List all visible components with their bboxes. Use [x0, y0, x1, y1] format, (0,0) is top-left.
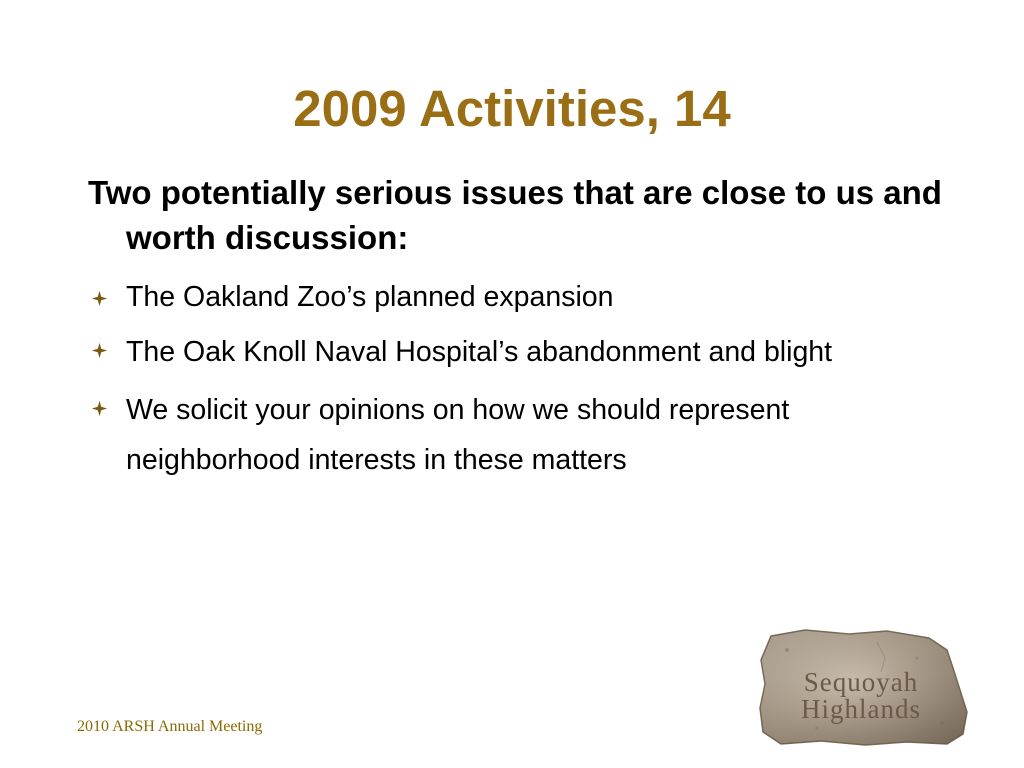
stone-logo-icon	[757, 628, 969, 746]
logo-line-2: Highlands	[801, 694, 921, 724]
intro-text: Two potentially serious issues that are close to us and worth discussion:	[88, 174, 942, 256]
bullet-text: We solicit your opinions on how we should represent neighborhood interests in these matters	[126, 394, 790, 476]
bullet-text: The Oakland Zoo’s planned expansion	[126, 281, 614, 313]
bullet-list	[88, 275, 948, 493]
slide-title: 2009 Activities, 14	[293, 80, 731, 137]
diamond-bullet-icon	[91, 290, 108, 307]
diamond-bullet-icon	[91, 400, 108, 417]
logo-line-1: Sequoyah	[803, 667, 919, 697]
list-item	[88, 327, 948, 377]
bullet-text: The Oak Knoll Naval Hospital’s abandonment and blight	[126, 336, 833, 368]
diamond-bullet-icon	[91, 342, 108, 359]
list-item	[88, 275, 948, 319]
list-item	[88, 385, 948, 485]
sequoyah-highlands-logo	[757, 628, 969, 746]
footer-text: 2010 ARSH Annual Meeting	[77, 718, 263, 735]
